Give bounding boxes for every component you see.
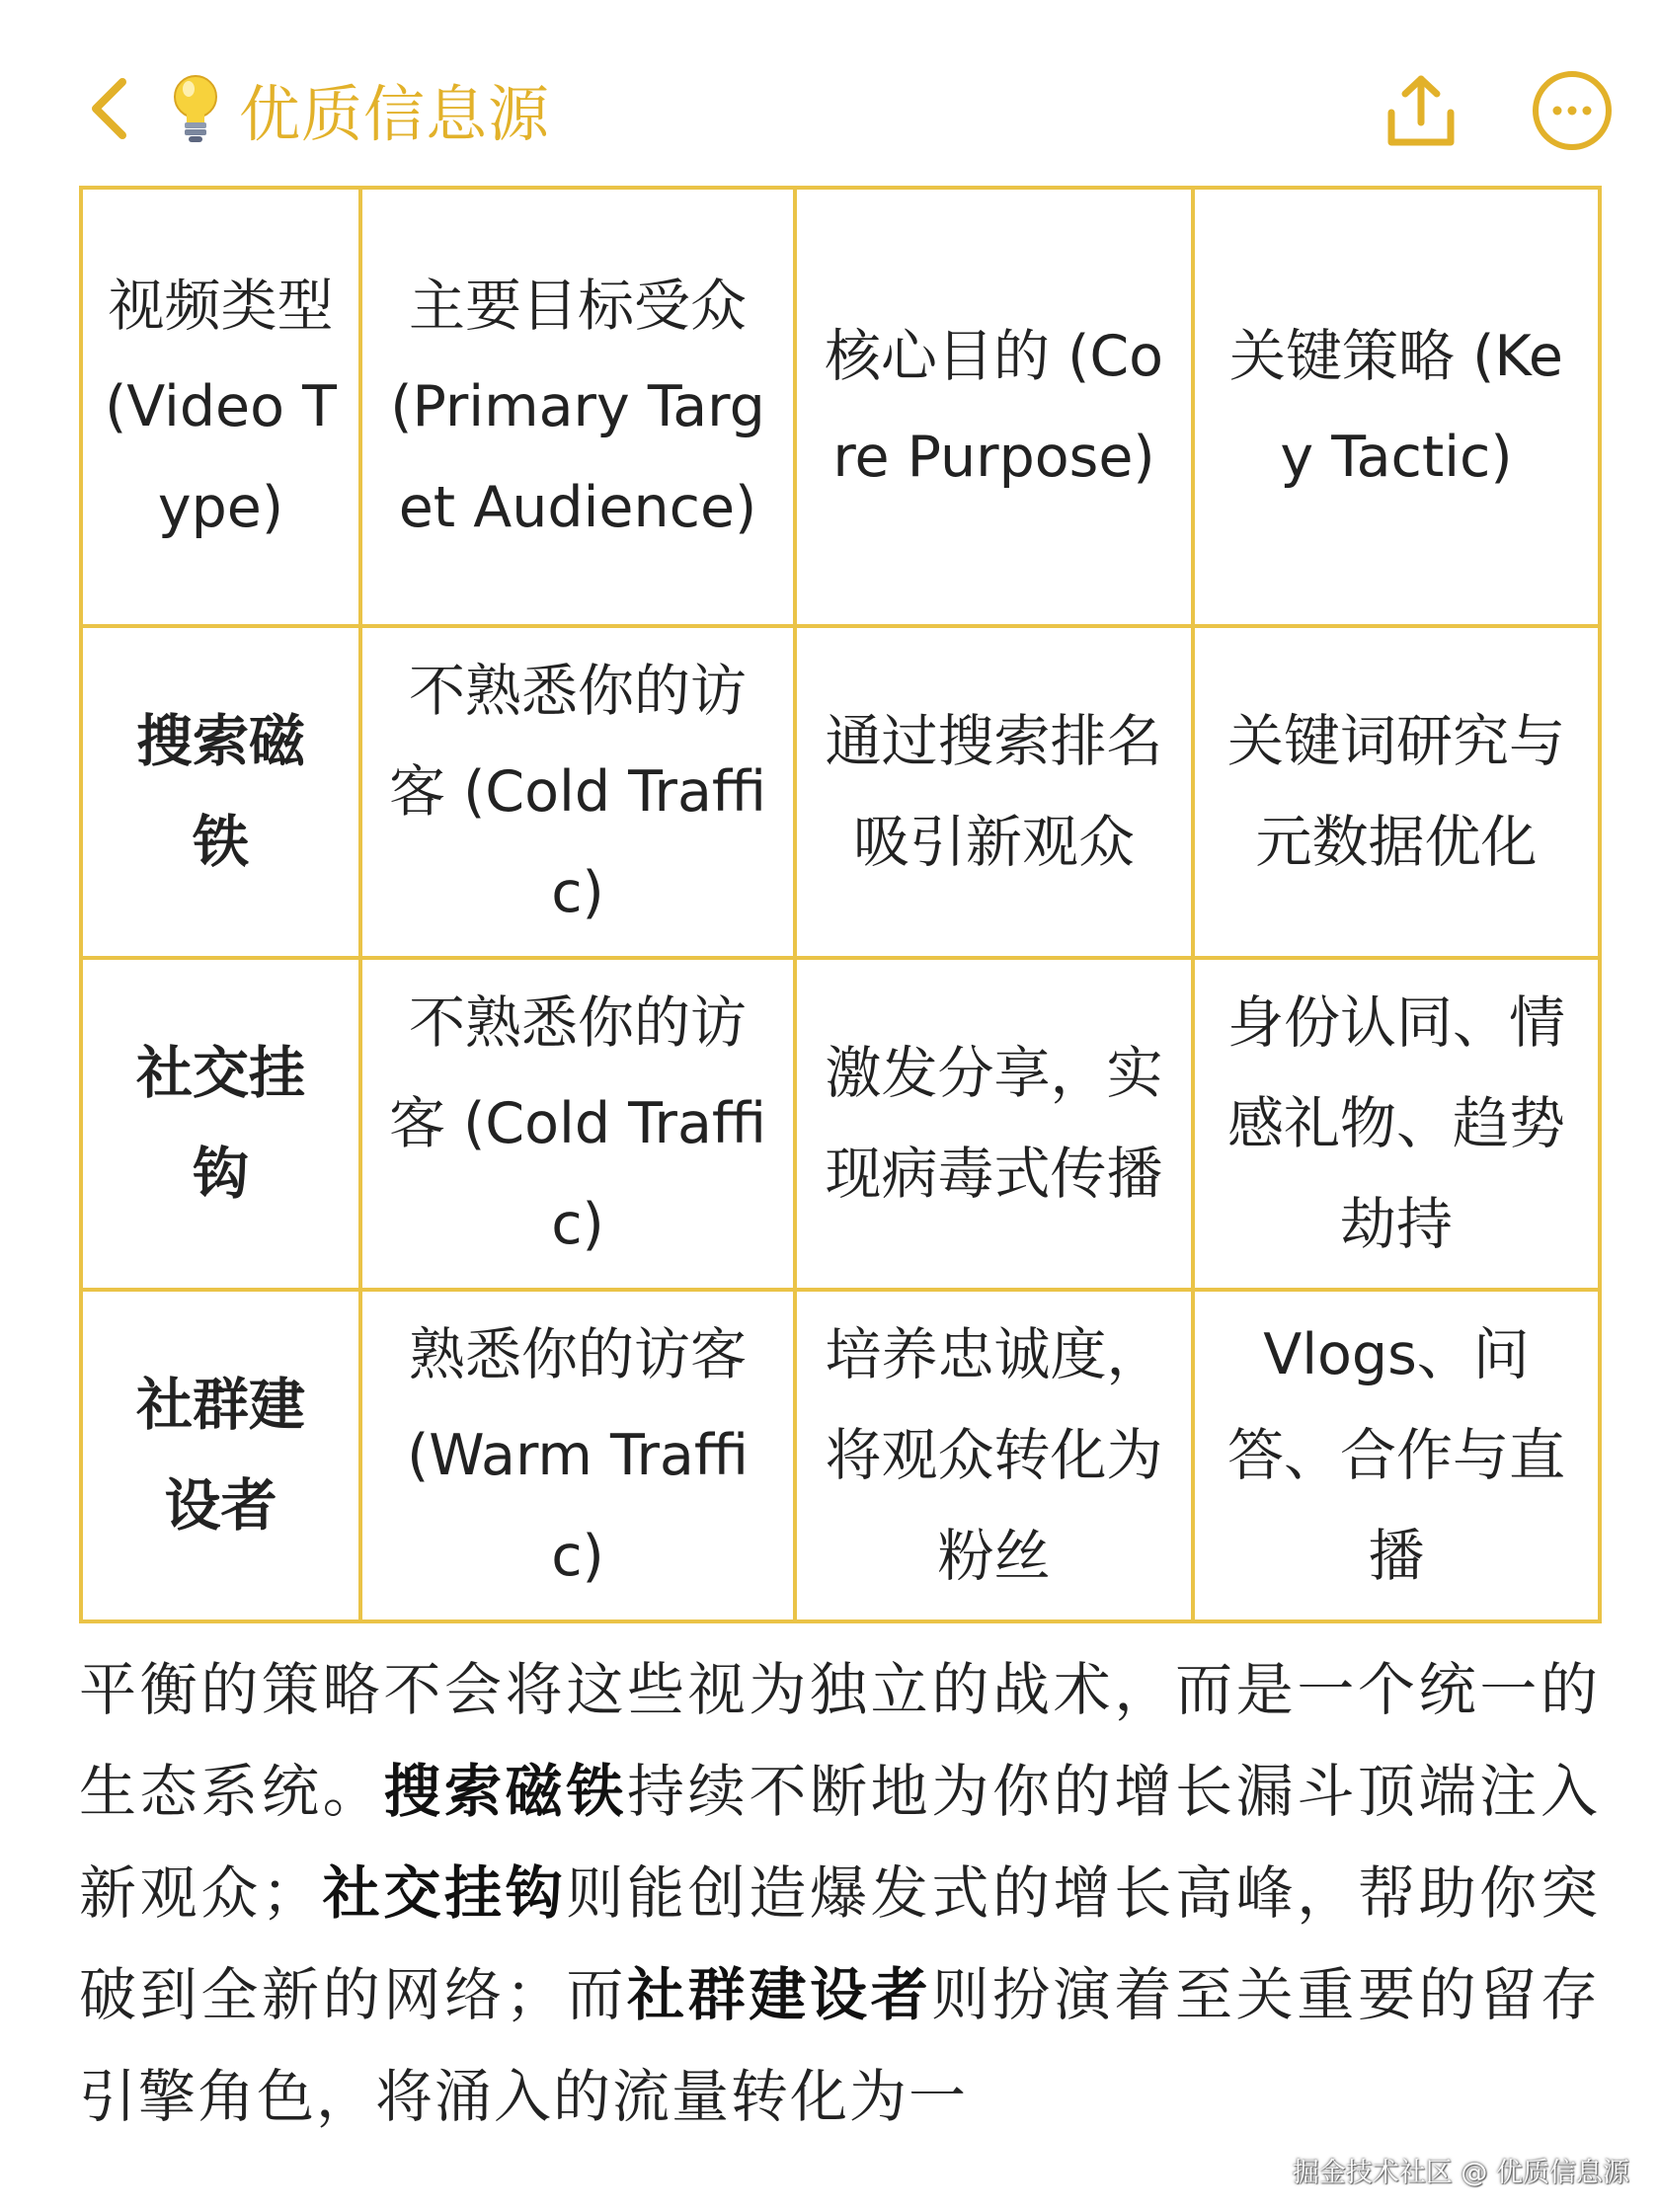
share-button[interactable] <box>1379 67 1463 154</box>
lightbulb-icon <box>166 67 225 150</box>
content-table <box>79 186 1598 1623</box>
chevron-left-icon <box>87 76 130 141</box>
paragraph-bold-term: 搜索磁铁 <box>383 1758 627 1825</box>
row-heading: 社群建设者 <box>81 1290 360 1621</box>
share-upload-icon <box>1382 71 1461 150</box>
table-cell: 身份认同、情感礼物、趋势劫持 <box>1193 958 1600 1290</box>
paragraph-text: 平衡的策略不会将这些视为独立的战术，而是一个统一的生态系统。 <box>79 1656 1600 1825</box>
row-heading: 社交挂钩 <box>81 958 360 1290</box>
table-cell: 关键词研究与元数据优化 <box>1193 626 1600 958</box>
header-cell: 核心目的 (Core Purpose) <box>795 188 1193 626</box>
top-bar <box>0 0 1659 188</box>
table-cell: Vlogs、问答、合作与直播 <box>1193 1290 1600 1621</box>
table-cell: 熟悉你的访客 (Warm Traffic) <box>360 1290 795 1621</box>
table-row <box>81 1290 1600 1621</box>
table-header-row <box>81 188 1600 626</box>
table-cell: 激发分享，实现病毒式传播 <box>795 958 1193 1290</box>
header-cell: 视频类型 (Video Type) <box>81 188 360 626</box>
more-options-button[interactable] <box>1529 67 1616 154</box>
table-row <box>81 626 1600 958</box>
paragraph-text: 持续不断地为你的增长漏斗顶端注入新观众； <box>79 1758 1600 1927</box>
table-cell: 培养忠诚度，将观众转化为粉丝 <box>795 1290 1193 1621</box>
body-paragraph <box>79 1639 1600 2148</box>
header-cell: 主要目标受众 (Primary Target Audience) <box>360 188 795 626</box>
row-heading: 搜索磁铁 <box>81 626 360 958</box>
table-cell: 不熟悉你的访客 (Cold Traffic) <box>360 626 795 958</box>
page-title: 优质信息源 <box>239 77 551 150</box>
table-cell: 不熟悉你的访客 (Cold Traffic) <box>360 958 795 1290</box>
paragraph-text: 则能创造爆发式的增长高峰，帮助你突破到全新的网络；而 <box>79 1859 1600 2028</box>
table-cell: 通过搜索排名吸引新观众 <box>795 626 1193 958</box>
page-title-group <box>166 67 550 150</box>
paragraph-bold-term: 社群建设者 <box>626 1961 932 2028</box>
paragraph-text: 则扮演着至关重要的留存引擎角色，将涌入的流量转化为一 <box>79 1961 1600 2130</box>
paragraph-bold-term: 社交挂钩 <box>321 1859 567 1927</box>
more-horizontal-icon <box>1531 69 1614 152</box>
table-row <box>81 958 1600 1290</box>
back-button[interactable] <box>79 69 138 148</box>
watermark: 掘金技术社区 @ 优质信息源 <box>1292 2158 1629 2188</box>
header-cell: 关键策略 (Key Tactic) <box>1193 188 1600 626</box>
